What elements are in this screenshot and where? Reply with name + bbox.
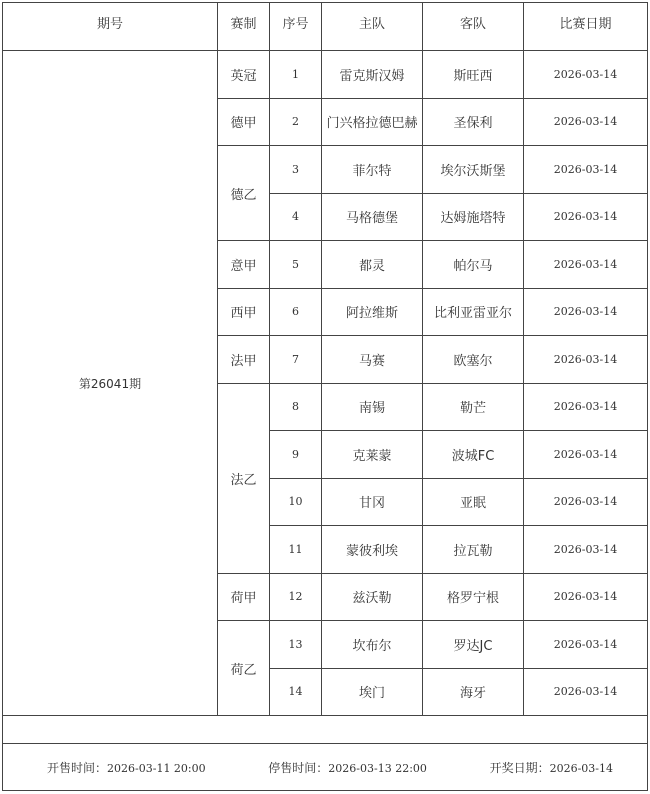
seq-cell: 10	[270, 478, 322, 526]
sale-stop-label: 停售时间：	[268, 760, 329, 775]
league-cell: 荷甲	[218, 573, 270, 621]
away-team-cell: 勒芒	[423, 383, 524, 431]
match-date-cell: 2026-03-14	[524, 383, 648, 431]
match-date-cell: 2026-03-14	[524, 573, 648, 621]
away-team-cell: 拉瓦勒	[423, 526, 524, 574]
match-date-cell: 2026-03-14	[524, 98, 648, 146]
sale-stop	[268, 759, 427, 776]
home-team-cell: 阿拉维斯	[322, 288, 423, 336]
match-date-cell: 2026-03-14	[524, 241, 648, 289]
seq-cell: 11	[270, 526, 322, 574]
seq-cell: 13	[270, 621, 322, 669]
away-team-cell: 达姆施塔特	[423, 193, 524, 241]
home-team-cell: 兹沃勒	[322, 573, 423, 621]
league-cell: 法乙	[218, 383, 270, 573]
match-date-cell: 2026-03-14	[524, 621, 648, 669]
match-date-cell: 2026-03-14	[524, 51, 648, 99]
seq-cell: 2	[270, 98, 322, 146]
draw-date-label: 开奖日期：	[489, 760, 550, 775]
draw-date-value: 2026-03-14	[549, 761, 613, 775]
home-team-cell: 埃门	[322, 668, 423, 716]
seq-cell: 14	[270, 668, 322, 716]
league-cell: 意甲	[218, 241, 270, 289]
league-cell: 荷乙	[218, 621, 270, 716]
league-cell: 法甲	[218, 336, 270, 384]
sale-start-value: 2026-03-11 20:00	[107, 761, 206, 775]
seq-cell: 8	[270, 383, 322, 431]
sale-start-label: 开售时间：	[47, 760, 108, 775]
away-team-cell: 帕尔马	[423, 241, 524, 289]
seq-cell: 6	[270, 288, 322, 336]
header-row	[3, 3, 648, 51]
home-team-cell: 马赛	[322, 336, 423, 384]
match-date-cell: 2026-03-14	[524, 668, 648, 716]
spacer-row	[3, 716, 648, 744]
header-seq: 序号	[270, 3, 322, 51]
seq-cell: 5	[270, 241, 322, 289]
match-date-cell: 2026-03-14	[524, 288, 648, 336]
home-team-cell: 南锡	[322, 383, 423, 431]
league-cell: 英冠	[218, 51, 270, 99]
period-cell: 第26041期	[3, 51, 218, 716]
seq-cell: 4	[270, 193, 322, 241]
match-date-cell: 2026-03-14	[524, 526, 648, 574]
seq-cell: 9	[270, 431, 322, 479]
seq-cell: 3	[270, 146, 322, 194]
seq-cell: 1	[270, 51, 322, 99]
sale-start	[47, 759, 206, 776]
match-date-cell: 2026-03-14	[524, 336, 648, 384]
match-date-cell: 2026-03-14	[524, 478, 648, 526]
league-cell: 德甲	[218, 98, 270, 146]
home-team-cell: 蒙彼利埃	[322, 526, 423, 574]
away-team-cell: 圣保利	[423, 98, 524, 146]
match-date-cell: 2026-03-14	[524, 431, 648, 479]
sale-stop-value: 2026-03-13 22:00	[328, 761, 427, 775]
seq-cell: 12	[270, 573, 322, 621]
away-team-cell: 埃尔沃斯堡	[423, 146, 524, 194]
draw-date	[490, 759, 613, 776]
away-team-cell: 罗达JC	[423, 621, 524, 669]
match-row	[3, 51, 648, 99]
league-cell: 西甲	[218, 288, 270, 336]
away-team-cell: 海牙	[423, 668, 524, 716]
away-team-cell: 欧塞尔	[423, 336, 524, 384]
home-team-cell: 坎布尔	[322, 621, 423, 669]
header-home: 主队	[322, 3, 423, 51]
away-team-cell: 斯旺西	[423, 51, 524, 99]
match-date-cell: 2026-03-14	[524, 193, 648, 241]
league-cell: 德乙	[218, 146, 270, 241]
home-team-cell: 甘冈	[322, 478, 423, 526]
home-team-cell: 雷克斯汉姆	[322, 51, 423, 99]
spacer-cell	[3, 716, 648, 744]
header-date: 比赛日期	[524, 3, 648, 51]
header-away: 客队	[423, 3, 524, 51]
seq-cell: 7	[270, 336, 322, 384]
header-league: 赛制	[218, 3, 270, 51]
away-team-cell: 波城FC	[423, 431, 524, 479]
home-team-cell: 马格德堡	[322, 193, 423, 241]
header-period: 期号	[3, 3, 218, 51]
footer-cell	[3, 744, 648, 791]
match-schedule-table	[2, 2, 648, 791]
away-team-cell: 亚眠	[423, 478, 524, 526]
home-team-cell: 都灵	[322, 241, 423, 289]
match-date-cell: 2026-03-14	[524, 146, 648, 194]
away-team-cell: 格罗宁根	[423, 573, 524, 621]
away-team-cell: 比利亚雷亚尔	[423, 288, 524, 336]
home-team-cell: 门兴格拉德巴赫	[322, 98, 423, 146]
home-team-cell: 菲尔特	[322, 146, 423, 194]
footer-info	[3, 759, 647, 776]
home-team-cell: 克莱蒙	[322, 431, 423, 479]
footer-row	[3, 744, 648, 791]
